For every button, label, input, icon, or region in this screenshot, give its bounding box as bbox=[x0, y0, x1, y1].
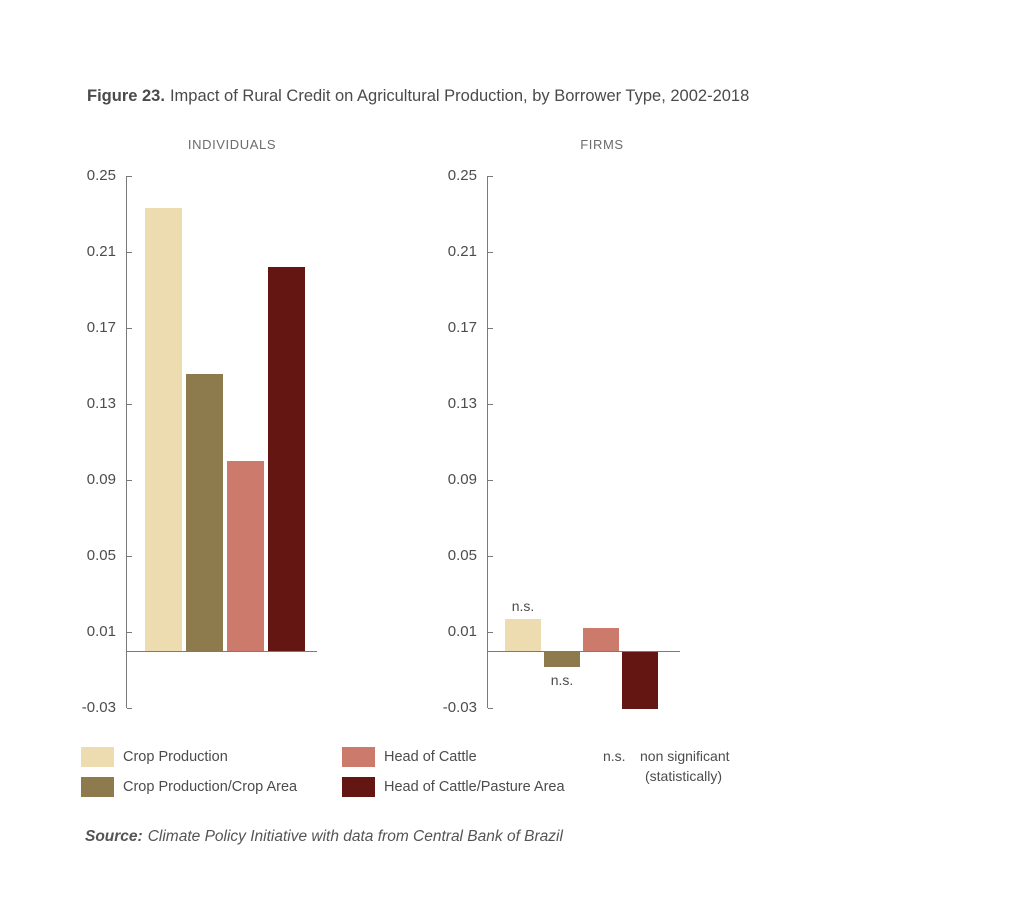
y-tick-label-firms: 0.21 bbox=[447, 243, 477, 260]
y-tick-individuals bbox=[127, 252, 132, 253]
bar-individuals-crop-production bbox=[145, 208, 182, 651]
y-tick-individuals bbox=[127, 708, 132, 709]
y-tick-individuals bbox=[127, 404, 132, 405]
bar-firms-crop-production-crop-area bbox=[544, 652, 580, 667]
source-label: Source: bbox=[85, 828, 143, 845]
y-tick-label-individuals: 0.01 bbox=[86, 623, 116, 640]
y-tick-label-individuals: 0.17 bbox=[86, 319, 116, 336]
source-text: Climate Policy Initiative with data from Central Bank of Brazil bbox=[147, 828, 563, 845]
figure-title-text: Impact of Rural Credit on Agricultural Production, by Borrower Type, 2002-2018 bbox=[169, 87, 750, 105]
y-tick-individuals bbox=[127, 480, 132, 481]
crop-production-crop-area-swatch bbox=[81, 777, 114, 797]
y-tick-firms bbox=[488, 328, 493, 329]
y-tick-label-individuals: 0.05 bbox=[86, 547, 116, 564]
ns-note-text-line2: (statistically) bbox=[645, 768, 723, 784]
y-tick-individuals bbox=[127, 632, 132, 633]
y-tick-label-firms: 0.17 bbox=[447, 319, 477, 336]
y-tick-label-firms: 0.13 bbox=[447, 395, 477, 412]
bar-firms-head-of-cattle bbox=[583, 628, 619, 651]
y-tick-firms bbox=[488, 480, 493, 481]
legend-label: Head of Cattle bbox=[384, 749, 477, 765]
y-tick-label-firms: -0.03 bbox=[442, 699, 477, 716]
y-tick-firms bbox=[488, 176, 493, 177]
ns-note-abbr: n.s. bbox=[603, 748, 626, 764]
panel-title-individuals: INDIVIDUALS bbox=[187, 137, 277, 152]
y-tick-label-individuals: 0.25 bbox=[86, 167, 116, 184]
y-tick-firms bbox=[488, 632, 493, 633]
y-tick-label-firms: 0.05 bbox=[447, 547, 477, 564]
legend-label: Crop Production bbox=[123, 749, 228, 765]
bar-firms-crop-production bbox=[505, 619, 541, 651]
y-tick-firms bbox=[488, 708, 493, 709]
zero-baseline-individuals bbox=[126, 651, 317, 652]
figure-number: Figure 23. bbox=[87, 87, 165, 105]
y-tick-firms bbox=[488, 556, 493, 557]
y-tick-label-individuals: 0.09 bbox=[86, 471, 116, 488]
crop-production-swatch bbox=[81, 747, 114, 767]
head-of-cattle-swatch bbox=[342, 747, 375, 767]
head-of-cattle-pasture-area-swatch bbox=[342, 777, 375, 797]
y-tick-label-individuals: -0.03 bbox=[81, 699, 116, 716]
y-tick-firms bbox=[488, 252, 493, 253]
y-tick-label-individuals: 0.13 bbox=[86, 395, 116, 412]
y-tick-label-firms: 0.09 bbox=[447, 471, 477, 488]
y-tick-individuals bbox=[127, 556, 132, 557]
y-tick-firms bbox=[488, 404, 493, 405]
legend-label: Crop Production/Crop Area bbox=[123, 779, 298, 795]
y-tick-label-firms: 0.01 bbox=[447, 623, 477, 640]
y-tick-label-individuals: 0.21 bbox=[86, 243, 116, 260]
y-tick-individuals bbox=[127, 176, 132, 177]
y-tick-individuals bbox=[127, 328, 132, 329]
y-axis-firms bbox=[487, 176, 488, 708]
y-axis-individuals bbox=[126, 176, 127, 708]
ns-annotation-firms-crop-production-crop-area: n.s. bbox=[550, 672, 574, 688]
ns-annotation-firms-crop-production: n.s. bbox=[511, 598, 535, 614]
bar-individuals-head-of-cattle bbox=[227, 461, 264, 651]
legend-label: Head of Cattle/Pasture Area bbox=[384, 779, 565, 795]
panel-title-firms: FIRMS bbox=[580, 137, 624, 152]
source-line bbox=[85, 828, 563, 846]
y-tick-label-firms: 0.25 bbox=[447, 167, 477, 184]
bar-individuals-head-of-cattle-pasture-area bbox=[268, 267, 305, 651]
ns-note-text-line1: non significant bbox=[640, 748, 730, 764]
bar-individuals-crop-production-crop-area bbox=[186, 374, 223, 651]
bar-firms-head-of-cattle-pasture-area bbox=[622, 652, 658, 709]
